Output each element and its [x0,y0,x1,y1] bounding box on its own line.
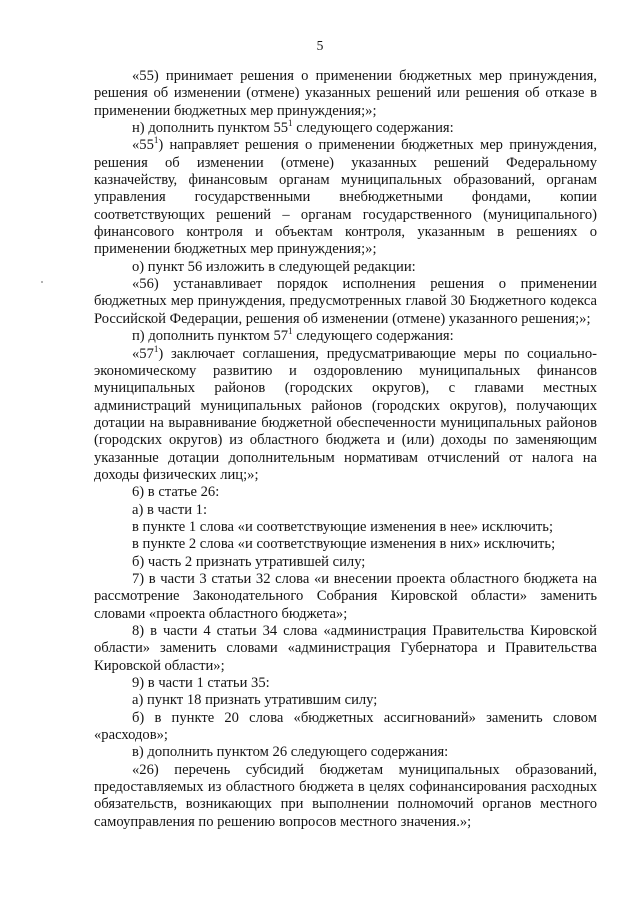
paragraph-7: «$57^1$) заключает соглашения, предусматривающие меры по социально-экономическому развитию и оздоровлению муниципальных финансов муниципальных районов (городских округов), с главами местных администраций муниципальных районов (городских округов), получающих дотации на выравнивание бюджетной обеспеченности муниципальных районов (городских округов) из областного бюджета и (или) доходы по заменяющим указанные дотации дополнительным нормативам отчислений от налога на доходы физических лиц;»; [94,343,597,483]
paragraph-5: «56) устанавливает порядок исполнения решения о применении бюджетных мер принуждения, предусмотренных главой 30 Бюджетного кодекса Российской Федерации, решения об изменении (отмене) указанного решения;»; [94,276,597,327]
paragraph-14: 8) в части 4 статьи 34 слова «администрация Правительства Кировской области» заменить словами «администрация Губернатора и Правительства Кировской области»; [94,623,597,674]
document-body [94,68,597,831]
paragraph-12: б) часть 2 признать утратившей силу; [132,553,366,570]
paragraph-18: в) дополнить пунктом 26 следующего содержания: [132,744,449,761]
scan-speck [41,281,43,283]
paragraph-3: «$55^1$) направляет решения о применении бюджетных мер принуждения, решения об изменении (отмене) указанных решений Федеральному казначейству, финансовым органам муниципальных образований, органам управления государственными внебюджетными фондами, копии соответствующих решений – органам государственного (муниципального) финансового контроля и объектам контроля, указанным в решениях о применении бюджетных мер принуждения;»; [94,135,597,258]
paragraph-16: а) пункт 18 признать утратившим силу; [132,692,378,709]
paragraph-17: б) в пункте 20 слова «бюджетных ассигнований» заменить словом «расходов»; [94,709,597,744]
paragraph-15: 9) в части 1 статьи 35: [132,675,270,692]
paragraph-2: н) дополнить пунктом $55^1$ следующего содержания: [132,118,454,137]
paragraph-11: в пункте 2 слова «и соответствующие изменения в них» исключить; [132,536,556,553]
paragraph-9: а) в части 1: [132,501,208,518]
paragraph-13: 7) в части 3 статьи 32 слова «и внесении проекта областного бюджета на рассмотрение Законодательного Собрания Кировской области» заменить словами «проекта областного бюджета»; [94,570,597,622]
paragraph-1: «55) принимает решения о применении бюджетных мер принуждения, решения об изменении (отмене) указанных решений или решения об отказе в применении бюджетных мер принуждения;»; [94,68,597,119]
paragraph-6: п) дополнить пунктом $57^1$ следующего содержания: [132,326,454,345]
paragraph-4: о) пункт 56 изложить в следующей редакции: [132,258,416,275]
paragraph-10: в пункте 1 слова «и соответствующие изменения в нее» исключить; [132,518,553,535]
paragraph-19: «26) перечень субсидий бюджетам муниципальных образований, предоставляемых из областного бюджета в целях софинансирования расходных обязательств, возникающих при выполнении полномочий органов местного самоуправления по решению вопросов местного значения.»; [94,761,597,830]
page-number: 5 [316,38,324,53]
paragraph-8: 6) в статье 26: [132,484,220,501]
